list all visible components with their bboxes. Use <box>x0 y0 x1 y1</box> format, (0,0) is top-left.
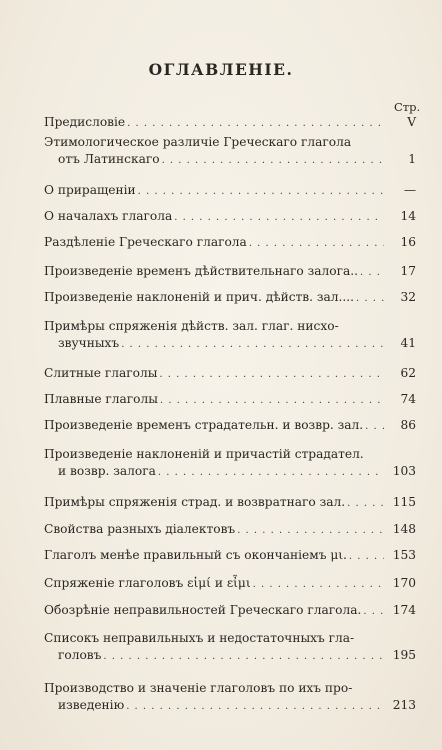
toc-entry-line <box>44 208 416 226</box>
toc-entry-page-number: 195 <box>392 648 416 662</box>
toc-entry-line <box>44 114 416 132</box>
toc-entry-title-line1: Примѣры спряженія дѣйств. зал. глаг. нисхо- <box>44 319 339 333</box>
toc-entry-page-number: 17 <box>400 264 416 278</box>
toc-entry-title: Предисловіе <box>44 115 126 129</box>
toc-entry-title: головъ <box>58 648 102 662</box>
toc-entry-title: Слитные глаголы <box>44 366 158 380</box>
toc-entry-line <box>44 151 416 169</box>
toc-entry <box>44 134 416 169</box>
toc-entry-page-number: 86 <box>400 418 416 432</box>
toc-entry <box>44 208 416 226</box>
dot-leader <box>127 115 384 132</box>
toc-entry <box>44 602 416 620</box>
toc-entry-line <box>44 521 416 539</box>
toc-entry-title-line1: Этимологическое различіе Греческаго глагола <box>44 135 352 149</box>
toc-entry <box>44 263 416 281</box>
dot-leader <box>138 183 384 200</box>
dot-leader <box>349 548 384 565</box>
toc-entry-line <box>44 335 416 353</box>
toc-entry-page-number: 170 <box>392 576 416 590</box>
toc-entry-page-number: 32 <box>400 290 416 304</box>
toc-entry-title: и возвр. залога <box>58 464 156 478</box>
toc-entry-title: Примѣры спряженія страд. и возвратнаго зал. <box>44 495 346 509</box>
toc-entry-line <box>44 365 416 383</box>
toc-entry <box>44 417 416 435</box>
dot-leader <box>363 603 384 620</box>
dot-leader <box>347 495 384 512</box>
dot-leader <box>159 366 384 383</box>
toc-entry-line <box>44 602 416 620</box>
toc-entry-line <box>44 463 416 481</box>
toc-entry <box>44 575 416 593</box>
toc-entry-title: О приращеніи <box>44 183 136 197</box>
toc-entry-title: Раздѣленіе Греческаго глагола <box>44 235 247 249</box>
toc-entry-title: изведенію <box>58 698 125 712</box>
toc-entry-page-number: 62 <box>400 366 416 380</box>
toc-entry-page-number: 115 <box>392 495 416 509</box>
toc-entry-title: Произведеніе наклоненій и прич. дѣйств. зал.... <box>44 290 355 304</box>
toc-entry <box>44 234 416 252</box>
toc-entry-page-number: V <box>407 115 416 129</box>
toc-entry <box>44 289 416 307</box>
dot-leader <box>237 522 384 539</box>
toc-entry-line <box>44 697 416 715</box>
dot-leader <box>126 698 384 715</box>
toc-entry-page-number: 153 <box>392 548 416 562</box>
toc-entry-line <box>44 647 416 665</box>
toc-entry-page-number: 148 <box>392 522 416 536</box>
toc-entry-title: Свойства разныхъ діалектовъ <box>44 522 236 536</box>
toc-entry <box>44 521 416 539</box>
toc-entry-title: Спряженіе глаголовъ εἰμί и εἶμι <box>44 576 251 590</box>
toc-entry <box>44 680 416 715</box>
dot-leader <box>162 152 384 169</box>
toc-entry-line <box>44 263 416 281</box>
toc-entry-line <box>44 234 416 252</box>
toc-entry <box>44 114 416 132</box>
toc-entry-title-line1: Произведеніе наклоненій и причастій страдател. <box>44 447 364 461</box>
toc-entry <box>44 318 416 353</box>
toc-entry-title: отъ Латинскаго <box>58 152 160 166</box>
toc-entry-page-number: 1 <box>408 152 416 166</box>
toc-entry <box>44 494 416 512</box>
dot-leader <box>253 576 384 593</box>
toc-entry <box>44 547 416 565</box>
toc-entry <box>44 630 416 665</box>
toc-entry-title: звучныхъ <box>58 336 120 350</box>
dot-leader <box>356 290 384 307</box>
toc-entry <box>44 391 416 409</box>
toc-entry-title: Обозрѣніе неправильностей Греческаго глагола. <box>44 603 362 617</box>
toc-entry-title: О началахъ глагола <box>44 209 173 223</box>
dot-leader <box>249 235 384 252</box>
toc-entry-page-number: 174 <box>392 603 416 617</box>
toc-entry-page-number: — <box>403 183 416 197</box>
toc-entry-page-number: 41 <box>400 336 416 350</box>
dot-leader <box>160 392 384 409</box>
toc-entry-title-line1: Производство и значеніе глаголовъ по ихъ про- <box>44 681 353 695</box>
toc-entry-page-number: 103 <box>392 464 416 478</box>
toc-entry-line <box>44 182 416 200</box>
toc-entry-title-line1: Списокъ неправильныхъ и недостаточныхъ гла- <box>44 631 355 645</box>
toc-entry-line <box>44 391 416 409</box>
toc-entry-title: Плавные глаголы <box>44 392 158 406</box>
dot-leader <box>121 336 384 353</box>
toc-entry-line <box>44 417 416 435</box>
toc-entry-title: Глаголъ менѣе правильный съ окончаніемъ μι. <box>44 548 347 562</box>
toc-entry-page-number: 74 <box>400 392 416 406</box>
toc-entry-line <box>44 289 416 307</box>
toc-entry-page-number: 213 <box>392 698 416 712</box>
toc-entry-line <box>44 494 416 512</box>
toc-entry-title: Произведеніе временъ дѣйствительнаго залога.. <box>44 264 358 278</box>
toc-entry-title: Произведеніе временъ страдательн. и возвр. зал. <box>44 418 364 432</box>
page-title: ОГЛАВЛЕНІЕ. <box>148 60 294 79</box>
toc-entry <box>44 182 416 200</box>
toc-entry-line <box>44 575 416 593</box>
dot-leader <box>365 418 384 435</box>
toc-entry <box>44 365 416 383</box>
toc-entry-page-number: 14 <box>400 209 416 223</box>
dot-leader <box>360 264 384 281</box>
toc-entry-line <box>44 547 416 565</box>
dot-leader <box>158 464 384 481</box>
dot-leader <box>103 648 384 665</box>
toc-entry-page-number: 16 <box>400 235 416 249</box>
page-column-header: Стр. <box>394 100 421 114</box>
toc-entry <box>44 446 416 481</box>
dot-leader <box>174 209 384 226</box>
